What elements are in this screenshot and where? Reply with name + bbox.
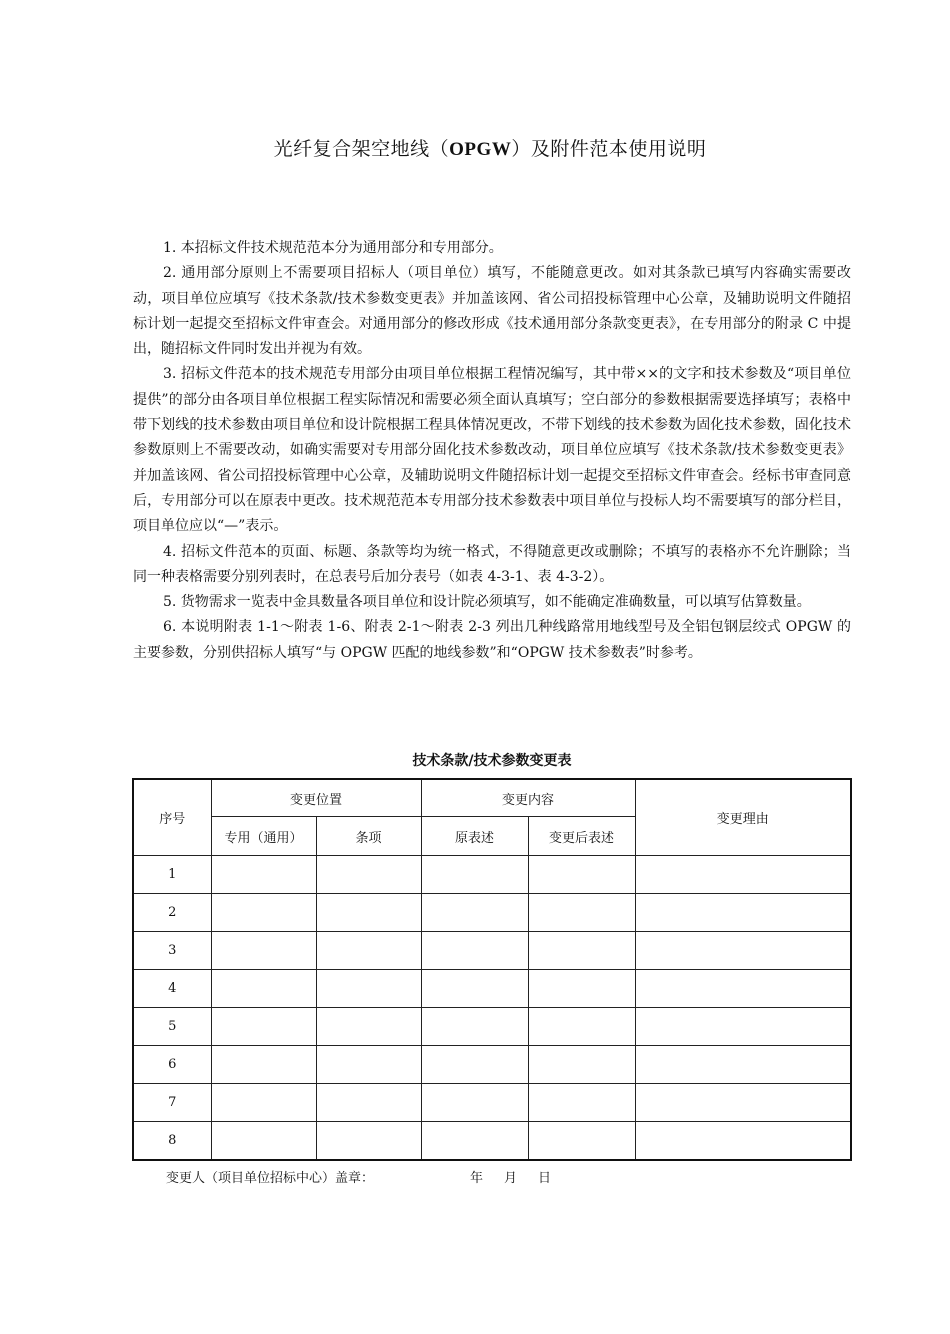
paragraph-6: 6. 本说明附表 1-1～附表 1-6、附表 2-1～附表 2-3 列出几种线路常用地线型号及全铝包钢层绞式 OPGW 的主要参数，分别供招标人填写“与 OPGW 匹配的地线参数”和“OPGW 技术参数表”时参考。 xyxy=(133,619,851,661)
row-seq: 3 xyxy=(133,932,211,970)
cell-special-general[interactable] xyxy=(211,1084,316,1122)
cell-reason[interactable] xyxy=(635,970,851,1008)
cell-clause[interactable] xyxy=(316,856,421,894)
cell-original[interactable] xyxy=(421,894,528,932)
paragraph-2: 2. 通用部分原则上不需要项目招标人（项目单位）填写，不能随意更改。如对其条款已填写内容确实需要改动，项目单位应填写《技术条款/技术参数变更表》并加盖该网、省公司招投标管理中心公章，及辅助说明文件随招标计划一起提交至招标文件审查会。对通用部分的修改形成《技术通用部分条款变更表》，在专用部分的附录 C 中提出，随招标文件同时发出并视为有效。 xyxy=(133,265,851,358)
cell-clause[interactable] xyxy=(316,1008,421,1046)
table-row xyxy=(133,1046,851,1084)
cell-special-general[interactable] xyxy=(211,970,316,1008)
header-reason: 变更理由 xyxy=(635,779,851,856)
paragraph-5: 5. 货物需求一览表中金具数量各项目单位和设计院必须填写，如不能确定准确数量，可以填写估算数量。 xyxy=(163,594,811,611)
paragraph-4: 4. 招标文件范本的页面、标题、条款等均为统一格式，不得随意更改或删除；不填写的表格亦不允许删除；当同一种表格需要分别列表时，在总表号后加分表号（如表 4-3-1、表 4-3-2）。 xyxy=(133,543,851,585)
cell-reason[interactable] xyxy=(635,1084,851,1122)
cell-revised[interactable] xyxy=(528,1008,635,1046)
row-seq: 5 xyxy=(133,1008,211,1046)
table-row xyxy=(133,856,851,894)
row-seq: 1 xyxy=(133,856,211,894)
table-row xyxy=(133,1008,851,1046)
cell-revised[interactable] xyxy=(528,932,635,970)
table-title: 技术条款/技术参数变更表 xyxy=(412,753,572,769)
title-prefix: 光纤复合架空地线（ xyxy=(273,138,450,160)
cell-revised[interactable] xyxy=(528,970,635,1008)
cell-reason[interactable] xyxy=(635,1046,851,1084)
year-label: 年 xyxy=(470,1171,485,1186)
title-suffix: ）及附件范本使用说明 xyxy=(511,138,707,160)
header-content: 变更内容 xyxy=(421,779,635,817)
header-seq: 序号 xyxy=(133,779,211,856)
row-seq: 7 xyxy=(133,1084,211,1122)
cell-revised[interactable] xyxy=(528,856,635,894)
header-location: 变更位置 xyxy=(211,779,421,817)
cell-original[interactable] xyxy=(421,970,528,1008)
table-header-row xyxy=(133,779,851,817)
header-original: 原表述 xyxy=(421,817,528,856)
cell-special-general[interactable] xyxy=(211,932,316,970)
signature-line xyxy=(166,1167,572,1186)
table-row xyxy=(133,1084,851,1122)
day-label: 日 xyxy=(538,1171,553,1186)
cell-clause[interactable] xyxy=(316,932,421,970)
cell-reason[interactable] xyxy=(635,1008,851,1046)
table-row xyxy=(133,932,851,970)
cell-clause[interactable] xyxy=(316,1084,421,1122)
table-row xyxy=(133,1122,851,1161)
cell-reason[interactable] xyxy=(635,1122,851,1161)
row-seq: 6 xyxy=(133,1046,211,1084)
cell-special-general[interactable] xyxy=(211,1008,316,1046)
row-seq: 2 xyxy=(133,894,211,932)
header-clause: 条项 xyxy=(316,817,421,856)
cell-revised[interactable] xyxy=(528,894,635,932)
cell-revised[interactable] xyxy=(528,1122,635,1161)
header-special-general: 专用（通用） xyxy=(211,817,316,856)
cell-original[interactable] xyxy=(421,1084,528,1122)
paragraph-3: 3. 招标文件范本的技术规范专用部分由项目单位根据工程情况编写，其中带××的文字和技术参数及“项目单位提供”的部分由各项目单位根据工程实际情况和需要必须全面认真填写；空白部分的参数根据需要选择填写；表格中带下划线的技术参数由项目单位和设计院根据工程具体情况更改，不带下划线的技术参数为固化技术参数，固化技术参数原则上不需要改动，如确实需要对专用部分固化技术参数改动，项目单位应填写《技术条款/技术参数变更表》并加盖该网、省公司招投标管理中心公章，及辅助说明文件随招标计划一起提交至招标文件审查会。经标书审查同意后，专用部分可以在原表中更改。技术规范范本专用部分技术参数表中项目单位与投标人均不需要填写的部分栏目，项目单位应以“—”表示。 xyxy=(133,366,851,535)
cell-reason[interactable] xyxy=(635,856,851,894)
cell-original[interactable] xyxy=(421,1046,528,1084)
cell-special-general[interactable] xyxy=(211,1046,316,1084)
change-table xyxy=(132,778,852,1161)
month-label: 月 xyxy=(504,1171,519,1186)
title-latin: OPGW xyxy=(449,139,512,160)
cell-clause[interactable] xyxy=(316,970,421,1008)
cell-special-general[interactable] xyxy=(211,856,316,894)
paragraph-1: 1. 本招标文件技术规范范本分为通用部分和专用部分。 xyxy=(163,240,503,256)
row-seq: 8 xyxy=(133,1122,211,1161)
cell-clause[interactable] xyxy=(316,1046,421,1084)
cell-original[interactable] xyxy=(421,932,528,970)
header-revised: 变更后表述 xyxy=(528,817,635,856)
cell-original[interactable] xyxy=(421,1008,528,1046)
cell-reason[interactable] xyxy=(635,894,851,932)
cell-special-general[interactable] xyxy=(211,1122,316,1161)
cell-original[interactable] xyxy=(421,1122,528,1161)
date-fields xyxy=(470,1171,572,1186)
cell-revised[interactable] xyxy=(528,1046,635,1084)
signer-label: 变更人（项目单位招标中心）盖章： xyxy=(166,1171,375,1186)
cell-original[interactable] xyxy=(421,856,528,894)
page-title xyxy=(0,134,950,161)
instructions-body xyxy=(133,236,851,666)
cell-revised[interactable] xyxy=(528,1084,635,1122)
row-seq: 4 xyxy=(133,970,211,1008)
table-row xyxy=(133,894,851,932)
cell-special-general[interactable] xyxy=(211,894,316,932)
table-row xyxy=(133,970,851,1008)
cell-reason[interactable] xyxy=(635,932,851,970)
cell-clause[interactable] xyxy=(316,894,421,932)
cell-clause[interactable] xyxy=(316,1122,421,1161)
